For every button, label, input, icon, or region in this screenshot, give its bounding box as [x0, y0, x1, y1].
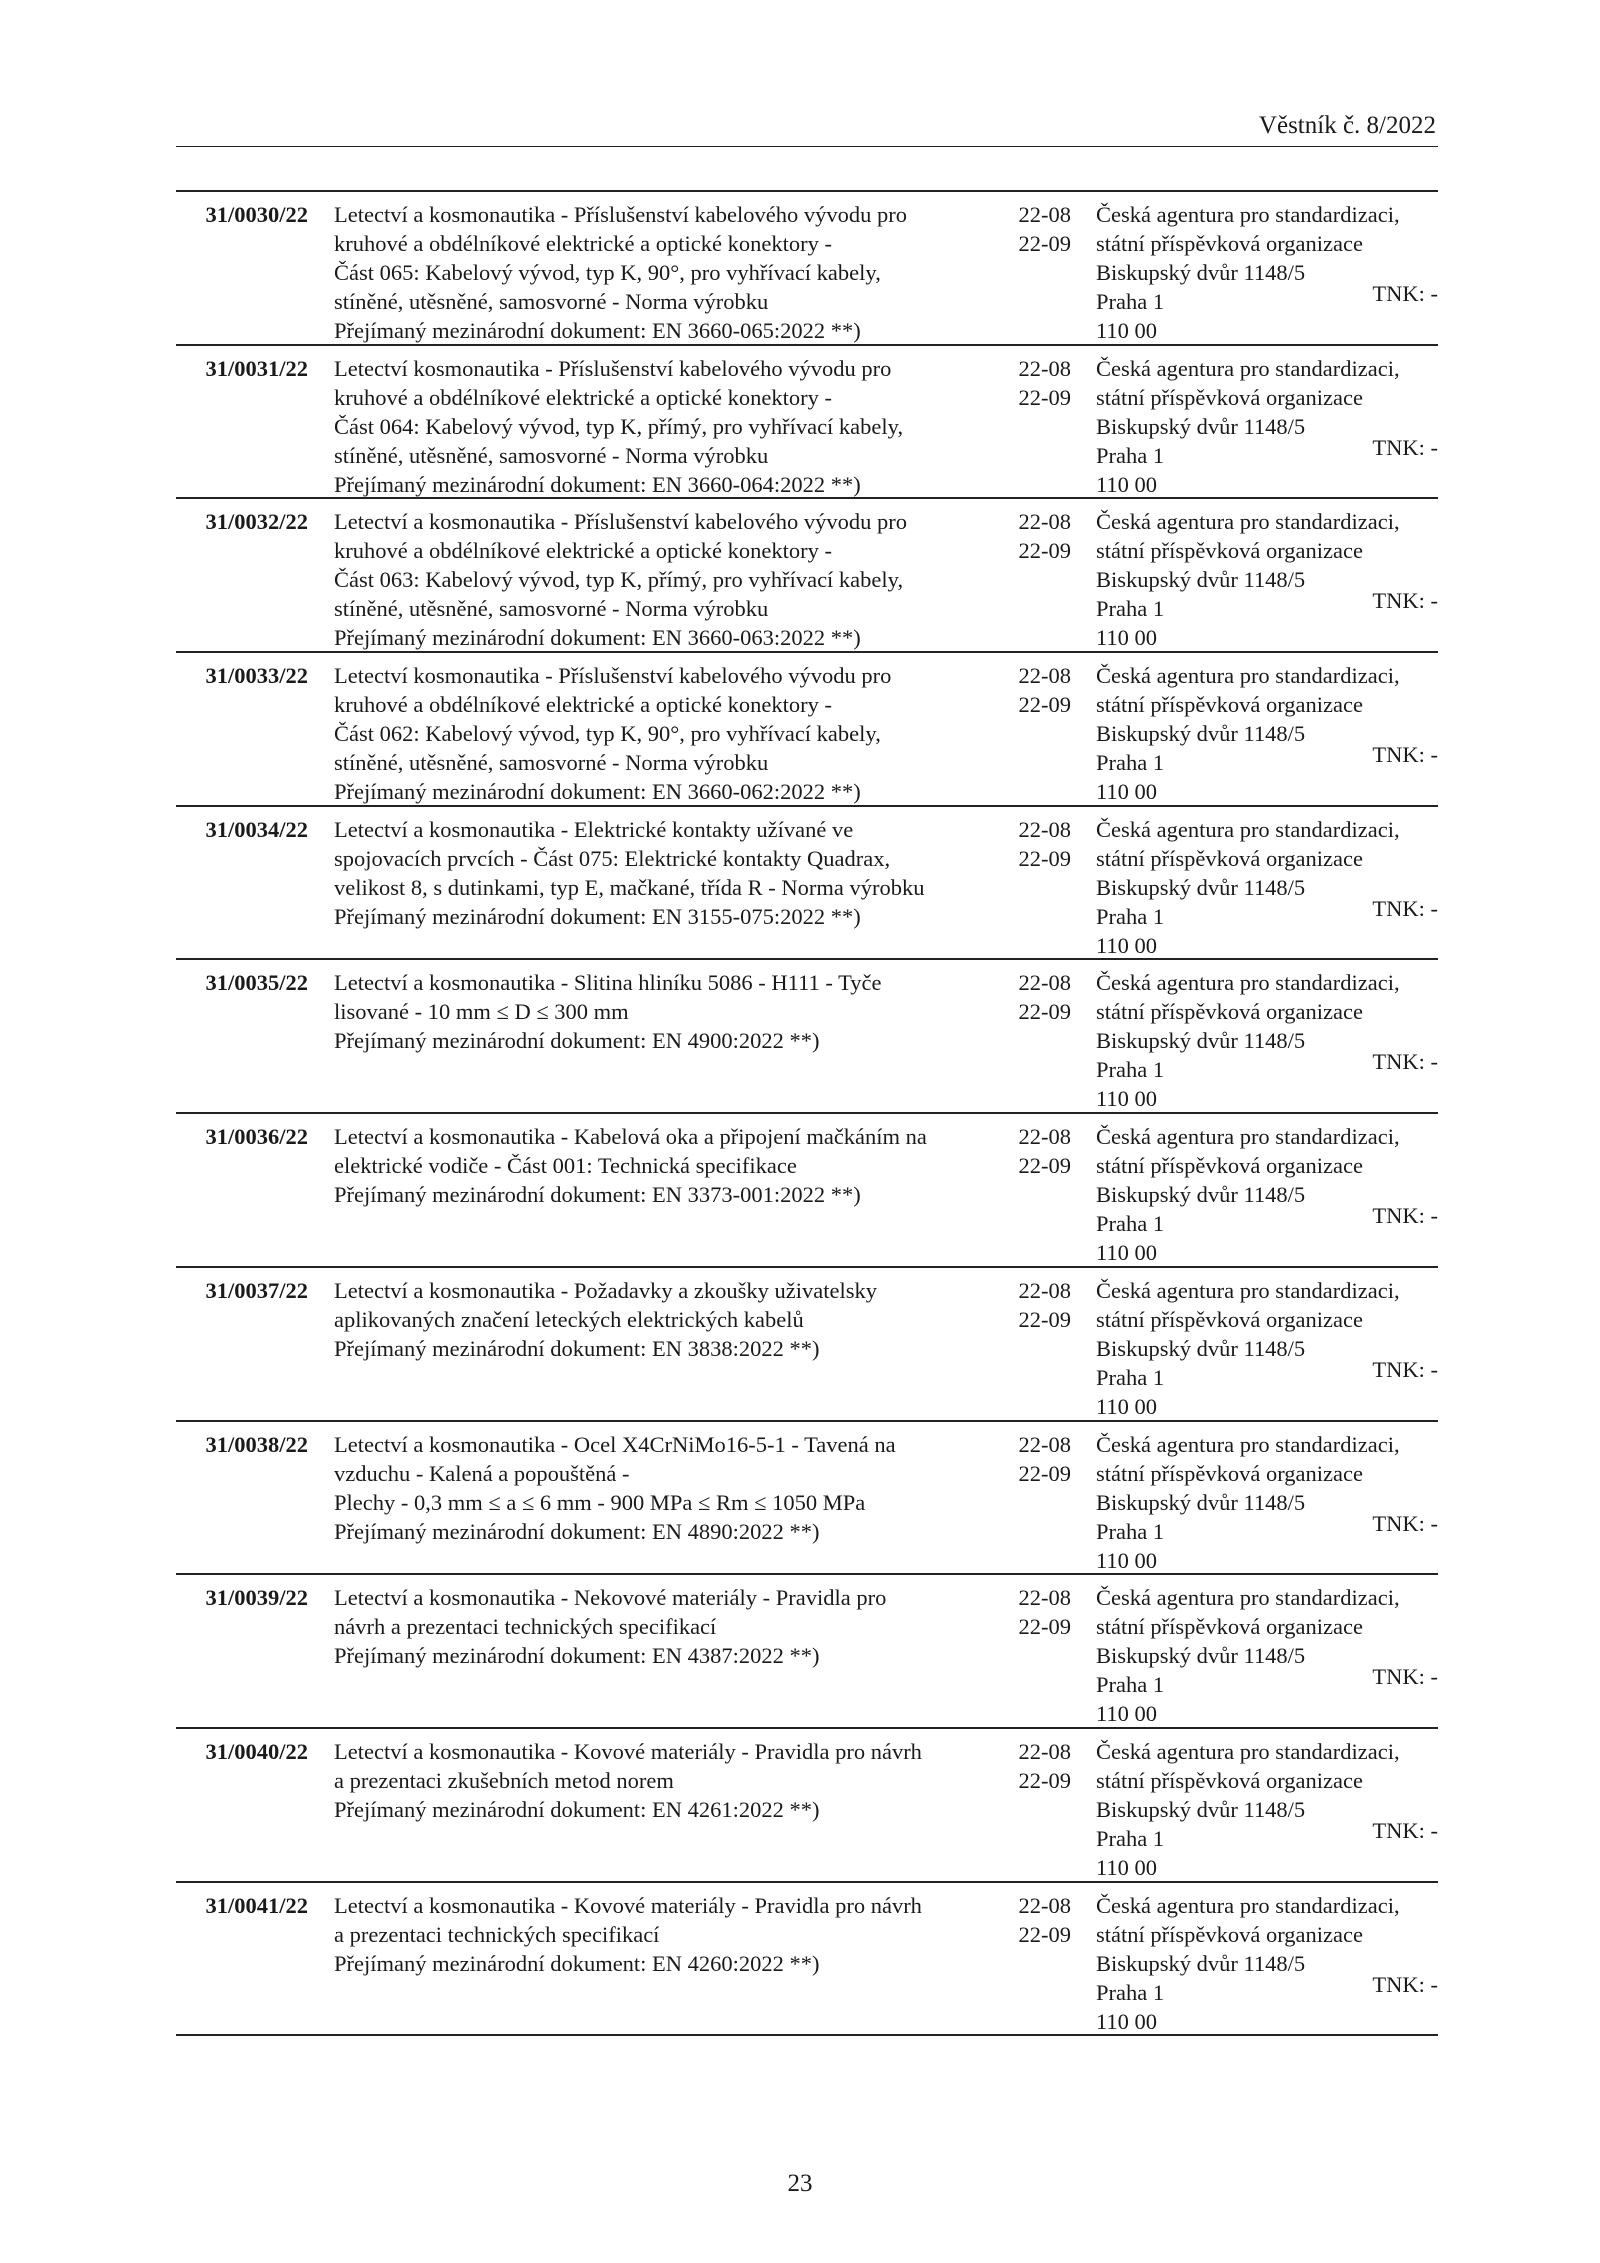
publisher-address — [1096, 1276, 1438, 1421]
standard-dates — [1005, 200, 1071, 258]
title-line: Letectví kosmonautika - Příslušenství kabelového vývodu pro — [334, 355, 892, 381]
publisher-line: Praha 1 — [1096, 1057, 1165, 1083]
date-value: 22-08 — [1018, 509, 1071, 535]
title-line: kruhové a obdélníkové elektrické a optické konektory - — [334, 231, 832, 256]
publisher-line: Biskupský dvůr 1148/5 — [1096, 1796, 1306, 1822]
publisher-line: Biskupský dvůr 1148/5 — [1096, 260, 1306, 285]
date-value: 22-09 — [1018, 845, 1071, 871]
date-value: 22-09 — [1018, 384, 1071, 410]
standard-number: 31/0040/22 — [205, 1738, 308, 1764]
date-value: 22-08 — [1018, 1892, 1071, 1918]
date-value: 22-08 — [1018, 663, 1071, 689]
date-value: 22-09 — [1018, 1153, 1071, 1179]
title-line: Letectví a kosmonautika - Kovové materiály - Pravidla pro návrh — [334, 1738, 922, 1764]
publisher-line: Biskupský dvůr 1148/5 — [1096, 874, 1306, 900]
publisher-line: 110 00 — [1096, 1240, 1158, 1266]
tnk-label: TNK: - — [1372, 1664, 1438, 1690]
publisher-address — [1096, 1122, 1438, 1267]
title-line: Přejímaný mezinárodní dokument: EN 4387:2022 **) — [334, 1643, 820, 1669]
standard-number: 31/0041/22 — [205, 1892, 308, 1918]
page-header — [176, 112, 1438, 147]
standard-id-cell — [176, 1276, 308, 1305]
publisher-line: 110 00 — [1096, 1547, 1158, 1573]
tnk-label: TNK: - — [1372, 1049, 1438, 1075]
publisher-address — [1096, 354, 1438, 499]
title-line: Část 064: Kabelový vývod, typ K, přímý, pro vyhřívací kabely, — [334, 413, 904, 439]
date-value: 22-08 — [1018, 970, 1071, 996]
title-line: Přejímaný mezinárodní dokument: EN 4890:2022 **) — [334, 1518, 820, 1544]
publisher-line: státní příspěvková organizace — [1096, 1153, 1363, 1179]
publisher-line: Praha 1 — [1096, 750, 1165, 776]
publisher-address — [1096, 661, 1438, 806]
title-line: vzduchu - Kalená a popouštěná - — [334, 1460, 630, 1486]
standard-dates — [1005, 1583, 1071, 1641]
title-line: Přejímaný mezinárodní dokument: EN 3155-075:2022 **) — [334, 903, 861, 929]
title-line: elektrické vodiče - Část 001: Technická specifikace — [334, 1153, 797, 1179]
standard-dates — [1005, 1430, 1071, 1488]
standard-number: 31/0032/22 — [205, 509, 308, 535]
date-value: 22-08 — [1018, 1738, 1071, 1764]
title-line: Letectví a kosmonautika - Elektrické kontakty užívané ve — [334, 816, 854, 842]
bulletin-title: Věstník č. 8/2022 — [1258, 112, 1436, 139]
publisher-line: 110 00 — [1096, 1393, 1158, 1419]
standard-number: 31/0039/22 — [205, 1585, 308, 1611]
standard-id-cell — [176, 968, 308, 997]
publisher-line: Biskupský dvůr 1148/5 — [1096, 1489, 1306, 1515]
publisher-address — [1096, 815, 1438, 960]
publisher-line: 110 00 — [1096, 318, 1158, 343]
title-line: Letectví a kosmonautika - Příslušenství kabelového vývodu pro — [334, 509, 908, 535]
title-line: kruhové a obdélníkové elektrické a optické konektory - — [334, 384, 832, 410]
publisher-line: Praha 1 — [1096, 1672, 1165, 1698]
publisher-line: Biskupský dvůr 1148/5 — [1096, 567, 1306, 593]
publisher-line: státní příspěvková organizace — [1096, 1767, 1363, 1793]
date-value: 22-08 — [1018, 816, 1071, 842]
title-line: kruhové a obdélníkové elektrické a optické konektory - — [334, 692, 832, 718]
publisher-address — [1096, 1891, 1438, 2036]
date-value: 22-09 — [1018, 1767, 1071, 1793]
date-value: 22-09 — [1018, 692, 1071, 718]
title-line: Přejímaný mezinárodní dokument: EN 4260:2022 **) — [334, 1950, 820, 1976]
publisher-line: Praha 1 — [1096, 903, 1165, 929]
title-line: aplikovaných značení leteckých elektrických kabelů — [334, 1306, 804, 1332]
standard-row — [176, 346, 1438, 500]
publisher-line: Praha 1 — [1096, 442, 1165, 468]
standard-dates — [1005, 1891, 1071, 1949]
title-line: a prezentaci technických specifikací — [334, 1921, 660, 1947]
publisher-line: Česká agentura pro standardizaci, — [1096, 355, 1400, 381]
publisher-line: Biskupský dvůr 1148/5 — [1096, 1335, 1306, 1361]
standard-row — [176, 1575, 1438, 1729]
standard-dates — [1005, 1737, 1071, 1795]
standard-row — [176, 1729, 1438, 1883]
title-line: Přejímaný mezinárodní dokument: EN 3660-065:2022 **) — [334, 318, 861, 343]
publisher-line: Praha 1 — [1096, 289, 1165, 314]
publisher-line: Biskupský dvůr 1148/5 — [1096, 1643, 1306, 1669]
publisher-line: Česká agentura pro standardizaci, — [1096, 1892, 1400, 1918]
standard-row — [176, 1422, 1438, 1576]
publisher-line: státní příspěvková organizace — [1096, 538, 1363, 564]
tnk-label: TNK: - — [1372, 588, 1438, 614]
publisher-line: státní příspěvková organizace — [1096, 1306, 1363, 1332]
publisher-line: 110 00 — [1096, 779, 1158, 805]
title-line: velikost 8, s dutinkami, typ E, mačkané, třída R - Norma výrobku — [334, 874, 925, 900]
title-line: stíněné, utěsněné, samosvorné - Norma výrobku — [334, 289, 769, 314]
date-value: 22-08 — [1018, 1277, 1071, 1303]
publisher-line: státní příspěvková organizace — [1096, 1460, 1363, 1486]
publisher-line: 110 00 — [1096, 1701, 1158, 1727]
title-line: Letectví kosmonautika - Příslušenství kabelového vývodu pro — [334, 663, 892, 689]
standard-row — [176, 807, 1438, 961]
publisher-line: Biskupský dvůr 1148/5 — [1096, 1182, 1306, 1208]
title-line: Letectví a kosmonautika - Příslušenství kabelového vývodu pro — [334, 202, 908, 227]
standard-id-cell — [176, 1891, 308, 1920]
standard-dates — [1005, 1122, 1071, 1180]
date-value: 22-08 — [1018, 1431, 1071, 1457]
publisher-line: Praha 1 — [1096, 1979, 1165, 2005]
standard-number: 31/0033/22 — [205, 663, 308, 689]
publisher-address — [1096, 968, 1438, 1113]
standard-id-cell — [176, 815, 308, 844]
title-line: stíněné, utěsněné, samosvorné - Norma výrobku — [334, 596, 769, 622]
standard-dates — [1005, 507, 1071, 565]
publisher-line: Praha 1 — [1096, 1211, 1165, 1237]
standard-dates — [1005, 968, 1071, 1026]
title-line: Část 063: Kabelový vývod, typ K, přímý, pro vyhřívací kabely, — [334, 567, 904, 593]
publisher-line: Česká agentura pro standardizaci, — [1096, 1124, 1400, 1150]
publisher-line: Česká agentura pro standardizaci, — [1096, 202, 1400, 227]
tnk-label: TNK: - — [1372, 1356, 1438, 1382]
standard-number: 31/0036/22 — [205, 1124, 308, 1150]
publisher-address — [1096, 1737, 1438, 1882]
title-line: Letectví a kosmonautika - Požadavky a zkoušky uživatelsky — [334, 1277, 877, 1303]
date-value: 22-08 — [1018, 355, 1071, 381]
standard-id-cell — [176, 1122, 308, 1151]
publisher-line: 110 00 — [1096, 625, 1158, 651]
standard-id-cell — [176, 1737, 308, 1766]
standards-table — [176, 190, 1438, 2036]
publisher-line: 110 00 — [1096, 1086, 1158, 1112]
publisher-line: 110 00 — [1096, 471, 1158, 497]
title-line: Přejímaný mezinárodní dokument: EN 3660-062:2022 **) — [334, 779, 861, 805]
publisher-line: Praha 1 — [1096, 1518, 1165, 1544]
title-line: Letectví a kosmonautika - Kovové materiály - Pravidla pro návrh — [334, 1892, 922, 1918]
title-line: kruhové a obdélníkové elektrické a optické konektory - — [334, 538, 832, 564]
date-value: 22-09 — [1018, 538, 1071, 564]
date-value: 22-09 — [1018, 1460, 1071, 1486]
publisher-line: Biskupský dvůr 1148/5 — [1096, 1950, 1306, 1976]
tnk-label: TNK: - — [1372, 1971, 1438, 1997]
publisher-line: Praha 1 — [1096, 1825, 1165, 1851]
standard-dates — [1005, 1276, 1071, 1334]
publisher-line: Biskupský dvůr 1148/5 — [1096, 413, 1306, 439]
publisher-line: státní příspěvková organizace — [1096, 231, 1363, 256]
publisher-line: 110 00 — [1096, 1854, 1158, 1880]
standard-id-cell — [176, 1430, 308, 1459]
date-value: 22-09 — [1018, 999, 1071, 1025]
tnk-label: TNK: - — [1372, 1510, 1438, 1536]
tnk-label: TNK: - — [1372, 895, 1438, 921]
tnk-label: TNK: - — [1372, 281, 1438, 306]
publisher-line: Praha 1 — [1096, 1364, 1165, 1390]
date-value: 22-09 — [1018, 231, 1071, 256]
title-line: Část 065: Kabelový vývod, typ K, 90°, pro vyhřívací kabely, — [334, 260, 881, 285]
standard-id-cell — [176, 354, 308, 383]
publisher-line: Česká agentura pro standardizaci, — [1096, 1585, 1400, 1611]
standard-dates — [1005, 661, 1071, 719]
publisher-line: Biskupský dvůr 1148/5 — [1096, 1028, 1306, 1054]
publisher-line: státní příspěvková organizace — [1096, 1921, 1363, 1947]
publisher-address — [1096, 200, 1438, 345]
standard-row — [176, 499, 1438, 653]
publisher-line: Česká agentura pro standardizaci, — [1096, 1277, 1400, 1303]
tnk-label: TNK: - — [1372, 1203, 1438, 1229]
tnk-label: TNK: - — [1372, 434, 1438, 460]
title-line: Přejímaný mezinárodní dokument: EN 3373-001:2022 **) — [334, 1182, 861, 1208]
publisher-line: Česká agentura pro standardizaci, — [1096, 509, 1400, 535]
title-line: návrh a prezentaci technických specifikací — [334, 1614, 717, 1640]
standard-row — [176, 1883, 1438, 2037]
publisher-line: státní příspěvková organizace — [1096, 692, 1363, 718]
publisher-line: státní příspěvková organizace — [1096, 384, 1363, 410]
standard-dates — [1005, 815, 1071, 873]
title-line: Letectví a kosmonautika - Slitina hliníku 5086 - H111 - Tyče — [334, 970, 882, 996]
date-value: 22-08 — [1018, 1585, 1071, 1611]
publisher-line: Česká agentura pro standardizaci, — [1096, 1738, 1400, 1764]
publisher-line: Česká agentura pro standardizaci, — [1096, 816, 1400, 842]
standard-number: 31/0035/22 — [205, 970, 308, 996]
standard-dates — [1005, 354, 1071, 412]
title-line: Přejímaný mezinárodní dokument: EN 4261:2022 **) — [334, 1796, 820, 1822]
standard-number: 31/0038/22 — [205, 1431, 308, 1457]
title-line: stíněné, utěsněné, samosvorné - Norma výrobku — [334, 442, 769, 468]
publisher-line: státní příspěvková organizace — [1096, 845, 1363, 871]
publisher-line: Praha 1 — [1096, 596, 1165, 622]
standard-row — [176, 1268, 1438, 1422]
standard-id-cell — [176, 507, 308, 536]
title-line: Přejímaný mezinárodní dokument: EN 3838:2022 **) — [334, 1335, 820, 1361]
title-line: spojovacích prvcích - Část 075: Elektrické kontakty Quadrax, — [334, 845, 891, 871]
standard-row — [176, 1114, 1438, 1268]
publisher-line: Česká agentura pro standardizaci, — [1096, 663, 1400, 689]
standard-row — [176, 960, 1438, 1114]
standard-id-cell — [176, 1583, 308, 1612]
title-line: Letectví a kosmonautika - Kabelová oka a připojení mačkáním na — [334, 1124, 927, 1150]
date-value: 22-09 — [1018, 1921, 1071, 1947]
publisher-address — [1096, 1430, 1438, 1575]
tnk-label: TNK: - — [1372, 742, 1438, 768]
publisher-address — [1096, 507, 1438, 652]
title-line: Přejímaný mezinárodní dokument: EN 3660-063:2022 **) — [334, 625, 861, 651]
standard-number: 31/0037/22 — [205, 1277, 308, 1303]
title-line: stíněné, utěsněné, samosvorné - Norma výrobku — [334, 750, 769, 776]
standard-number: 31/0030/22 — [205, 202, 308, 227]
date-value: 22-09 — [1018, 1306, 1071, 1332]
standard-id-cell — [176, 661, 308, 690]
publisher-line: 110 00 — [1096, 932, 1158, 958]
title-line: Přejímaný mezinárodní dokument: EN 3660-064:2022 **) — [334, 471, 861, 497]
title-line: Plechy - 0,3 mm ≤ a ≤ 6 mm - 900 MPa ≤ Rm ≤ 1050 MPa — [334, 1489, 866, 1515]
date-value: 22-08 — [1018, 202, 1071, 227]
standard-number: 31/0031/22 — [205, 355, 308, 381]
title-line: Přejímaný mezinárodní dokument: EN 4900:2022 **) — [334, 1028, 820, 1054]
title-line: a prezentaci zkušebních metod norem — [334, 1767, 674, 1793]
title-line: Letectví a kosmonautika - Ocel X4CrNiMo16-5-1 - Tavená na — [334, 1431, 896, 1457]
standard-row — [176, 653, 1438, 807]
title-line: Letectví a kosmonautika - Nekovové materiály - Pravidla pro — [334, 1585, 887, 1611]
publisher-line: 110 00 — [1096, 2008, 1158, 2034]
standard-row — [176, 192, 1438, 346]
publisher-line: Biskupský dvůr 1148/5 — [1096, 721, 1306, 747]
page-number: 23 — [787, 2170, 813, 2197]
standard-id-cell — [176, 200, 308, 229]
date-value: 22-09 — [1018, 1614, 1071, 1640]
standard-number: 31/0034/22 — [205, 816, 308, 842]
title-line: Část 062: Kabelový vývod, typ K, 90°, pro vyhřívací kabely, — [334, 721, 881, 747]
publisher-line: státní příspěvková organizace — [1096, 999, 1363, 1025]
publisher-line: Česká agentura pro standardizaci, — [1096, 970, 1400, 996]
title-line: lisované - 10 mm ≤ D ≤ 300 mm — [334, 999, 629, 1025]
publisher-line: Česká agentura pro standardizaci, — [1096, 1431, 1400, 1457]
tnk-label: TNK: - — [1372, 1817, 1438, 1843]
publisher-line: státní příspěvková organizace — [1096, 1614, 1363, 1640]
publisher-address — [1096, 1583, 1438, 1728]
date-value: 22-08 — [1018, 1124, 1071, 1150]
